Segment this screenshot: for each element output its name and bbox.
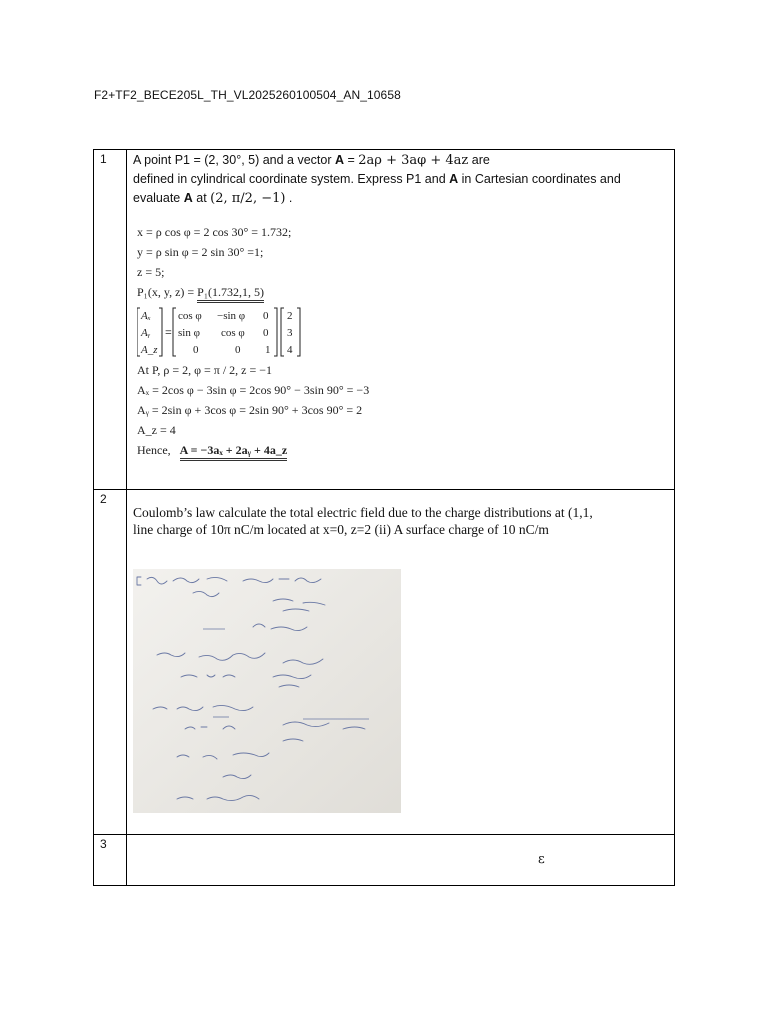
question-1-text: A point P1 = (2, 30°, 5) and a vector A = 2aρ + 3aφ + 4az are defined in cylindrical coordinate system. Express P1 and A in Cartesian coordinates and evaluate A at (2, π/2, −1) . bbox=[133, 153, 621, 206]
question-row-1 bbox=[94, 150, 675, 490]
epsilon-symbol: ε bbox=[538, 852, 545, 867]
matrix-cell: 1 bbox=[265, 344, 271, 356]
vector-expression: 2aρ + 3aφ + 4az bbox=[358, 153, 469, 168]
question-number: 3 bbox=[94, 835, 127, 886]
handwriting-svg bbox=[133, 569, 401, 813]
question-2-text: Coulomb’s law calculate the total electric field due to the charge distributions at (1,1, line charge of 10π nC/m located at x=0, z=2 (ii) A surface charge of 10 nC/m bbox=[133, 505, 593, 537]
solution-y: y = ρ sin φ = 2 sin 30° =1; bbox=[137, 245, 264, 259]
matrix-cell: 0 bbox=[263, 310, 269, 322]
solution-z: z = 5; bbox=[137, 265, 165, 279]
matrix-rhs-1: 3 bbox=[287, 327, 293, 339]
question-content-1 bbox=[127, 150, 675, 490]
transformation-matrix bbox=[137, 306, 674, 358]
solution-ay: Aᵧ = 2sin φ + 3cos φ = 2sin 90° + 3cos 90° = 2 bbox=[137, 403, 363, 417]
matrix-cell: cos φ bbox=[178, 310, 202, 322]
matrix-cell: 0 bbox=[193, 344, 199, 356]
matrix-lhs-1: Aᵧ bbox=[141, 327, 151, 339]
svg-text:=: = bbox=[165, 325, 172, 339]
evaluation-point: (2, π/2, −1) bbox=[210, 191, 286, 206]
document-header: F2+TF2_BECE205L_TH_VL2025260100504_AN_10658 bbox=[94, 88, 401, 102]
vector-symbol: A bbox=[335, 153, 345, 167]
solution-1 bbox=[137, 222, 674, 460]
questions-table bbox=[93, 149, 675, 886]
matrix-cell: −sin φ bbox=[217, 310, 246, 322]
question-row-2 bbox=[94, 490, 675, 835]
question-row-3 bbox=[94, 835, 675, 886]
matrix-cell: sin φ bbox=[178, 327, 200, 339]
matrix-lhs-2: A_z bbox=[141, 344, 158, 356]
solution-az: A_z = 4 bbox=[137, 423, 176, 437]
solution-p1: P₁(x, y, z) = P₁(1.732,1, 5) bbox=[137, 282, 674, 302]
matrix-cell: 0 bbox=[235, 344, 241, 356]
question-number: 1 bbox=[94, 150, 127, 490]
matrix-svg bbox=[137, 306, 337, 358]
solution-at-p: At P, ρ = 2, φ = π / 2, z = −1 bbox=[137, 363, 273, 377]
matrix-lhs-0: Aₓ bbox=[141, 310, 151, 322]
solution-hence: Hence, A = −3aₓ + 2aᵧ + 4a_z bbox=[137, 440, 674, 460]
handwritten-solution-photo bbox=[133, 569, 401, 813]
solution-ax: Aₓ = 2cos φ − 3sin φ = 2cos 90° − 3sin 90° = −3 bbox=[137, 383, 370, 397]
matrix-rhs-2: 4 bbox=[287, 344, 293, 356]
matrix-cell: cos φ bbox=[221, 327, 245, 339]
question-number: 2 bbox=[94, 490, 127, 835]
matrix-rhs-0: 2 bbox=[287, 310, 293, 322]
matrix-cell: 0 bbox=[263, 327, 269, 339]
question-content-2 bbox=[127, 490, 675, 835]
solution-x: x = ρ cos φ = 2 cos 30° = 1.732; bbox=[137, 225, 292, 239]
question-content-3 bbox=[127, 835, 675, 886]
